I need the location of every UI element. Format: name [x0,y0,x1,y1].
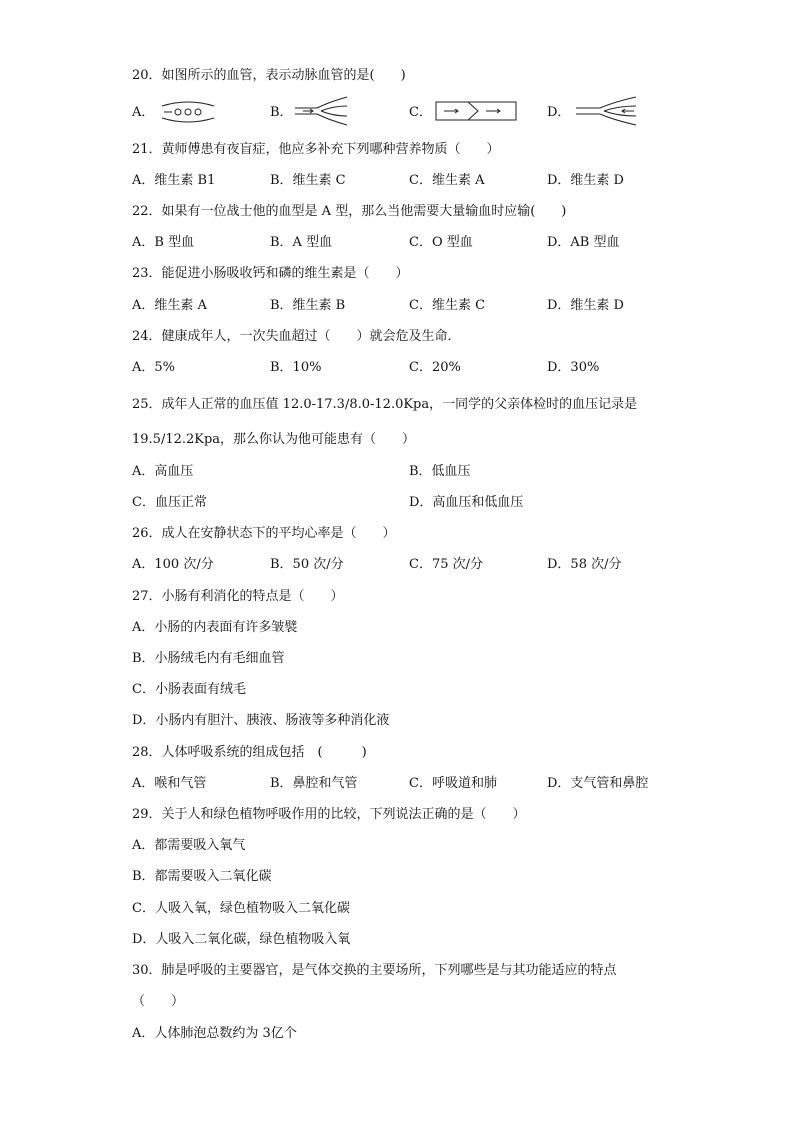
q25-option-b[interactable]: B．低血压 [409,464,471,479]
q29-option-a[interactable]: A．都需要吸入氧气 [132,838,246,853]
q25-option-a[interactable]: A．高血压 [132,464,194,479]
q29-option-d[interactable]: D．人吸入二氧化碳，绿色植物吸入氧 [132,932,351,947]
q23-option-a[interactable]: A．维生素 A [132,298,207,313]
q21-option-c[interactable]: C．维生素 A [409,173,485,188]
q22-option-a[interactable]: A．B 型血 [132,235,195,250]
question-23-stem: 23．能促进小肠吸收钙和磷的维生素是（ ） [132,266,409,281]
q25-option-d[interactable]: D．高血压和低血压 [409,495,524,510]
question-25-stem-cont: 19.5/12.2Kpa，那么你认为他可能患有（ ） [132,432,416,447]
question-30-stem-cont: （ ） [132,994,185,1009]
q23-option-b[interactable]: B．维生素 B [270,298,346,313]
q20-option-c[interactable]: C． [409,105,432,120]
question-20-stem: 20．如图所示的血管，表示动脉血管的是( ) [132,68,406,83]
q30-option-a[interactable]: A．人体肺泡总数约为 3亿个 [132,1026,297,1041]
q26-option-c[interactable]: C．75 次/分 [409,557,484,572]
question-22-stem: 22．如果有一位战士他的血型是 A 型，那么当他需要大量输血时应输( ) [132,204,567,219]
q21-option-d[interactable]: D．维生素 D [547,173,624,188]
q28-option-a[interactable]: A．喉和气管 [132,776,207,791]
question-29-stem: 29．关于人和绿色植物呼吸作用的比较，下列说法正确的是（ ） [132,807,526,822]
q20-option-b[interactable]: B． [270,105,293,120]
q22-option-b[interactable]: B．A 型血 [270,235,333,250]
question-28-stem: 28．人体呼吸系统的组成包括 ( ) [132,745,367,760]
q26-option-a[interactable]: A．100 次/分 [132,557,214,572]
q26-option-d[interactable]: D．58 次/分 [547,557,622,572]
q27-option-c[interactable]: C．小肠表面有绒毛 [132,682,246,697]
question-25-stem: 25．成年人正常的血压值 12.0-17.3/8.0-12.0Kpa，一同学的父亲体检时的血压记录是 [132,397,638,412]
q25-option-c[interactable]: C．血压正常 [132,495,207,510]
q28-option-d[interactable]: D．支气管和鼻腔 [547,776,649,791]
question-21-stem: 21．黄师傅患有夜盲症，他应多补充下列哪种营养物质（ ） [132,142,500,157]
q29-option-b[interactable]: B．都需要吸入二氧化碳 [132,869,272,884]
q22-option-d[interactable]: D．AB 型血 [547,235,620,250]
q27-option-b[interactable]: B．小肠绒毛内有毛细血管 [132,651,285,666]
q20-option-d[interactable]: D． [547,105,571,120]
vein-branch-diagram-b [293,94,351,128]
q24-option-d[interactable]: D．30% [547,360,600,375]
valve-vessel-diagram-c [434,99,520,123]
q24-option-c[interactable]: C．20% [409,360,461,375]
q23-option-c[interactable]: C．维生素 C [409,298,486,313]
q21-option-b[interactable]: B．维生素 C [270,173,346,188]
q20-option-a[interactable]: A． [132,105,155,120]
q24-option-b[interactable]: B．10% [270,360,322,375]
q22-option-c[interactable]: C．O 型血 [409,235,473,250]
q24-option-a[interactable]: A．5% [132,360,176,375]
q28-option-b[interactable]: B．鼻腔和气管 [270,776,358,791]
question-30-stem: 30．肺是呼吸的主要器官，是气体交换的主要场所，下列哪些是与其功能适应的特点 [132,963,617,978]
question-27-stem: 27．小肠有利消化的特点是（ ） [132,589,344,604]
capillary-diagram-a [158,96,218,126]
q21-option-a[interactable]: A．维生素 B1 [132,173,216,188]
q23-option-d[interactable]: D．维生素 D [547,298,624,313]
q27-option-a[interactable]: A．小肠的内表面有许多皱襞 [132,620,298,635]
question-24-stem: 24．健康成年人，一次失血超过（ ）就会危及生命． [132,329,461,344]
q27-option-d[interactable]: D．小肠内有胆汁、胰液、肠液等多种消化液 [132,713,390,728]
q29-option-c[interactable]: C．人吸入氧，绿色植物吸入二氧化碳 [132,901,350,916]
q26-option-b[interactable]: B．50 次/分 [270,557,344,572]
artery-branch-diagram-d [574,94,640,128]
question-26-stem: 26．成人在安静状态下的平均心率是（ ） [132,526,396,541]
q28-option-c[interactable]: C．呼吸道和肺 [409,776,497,791]
